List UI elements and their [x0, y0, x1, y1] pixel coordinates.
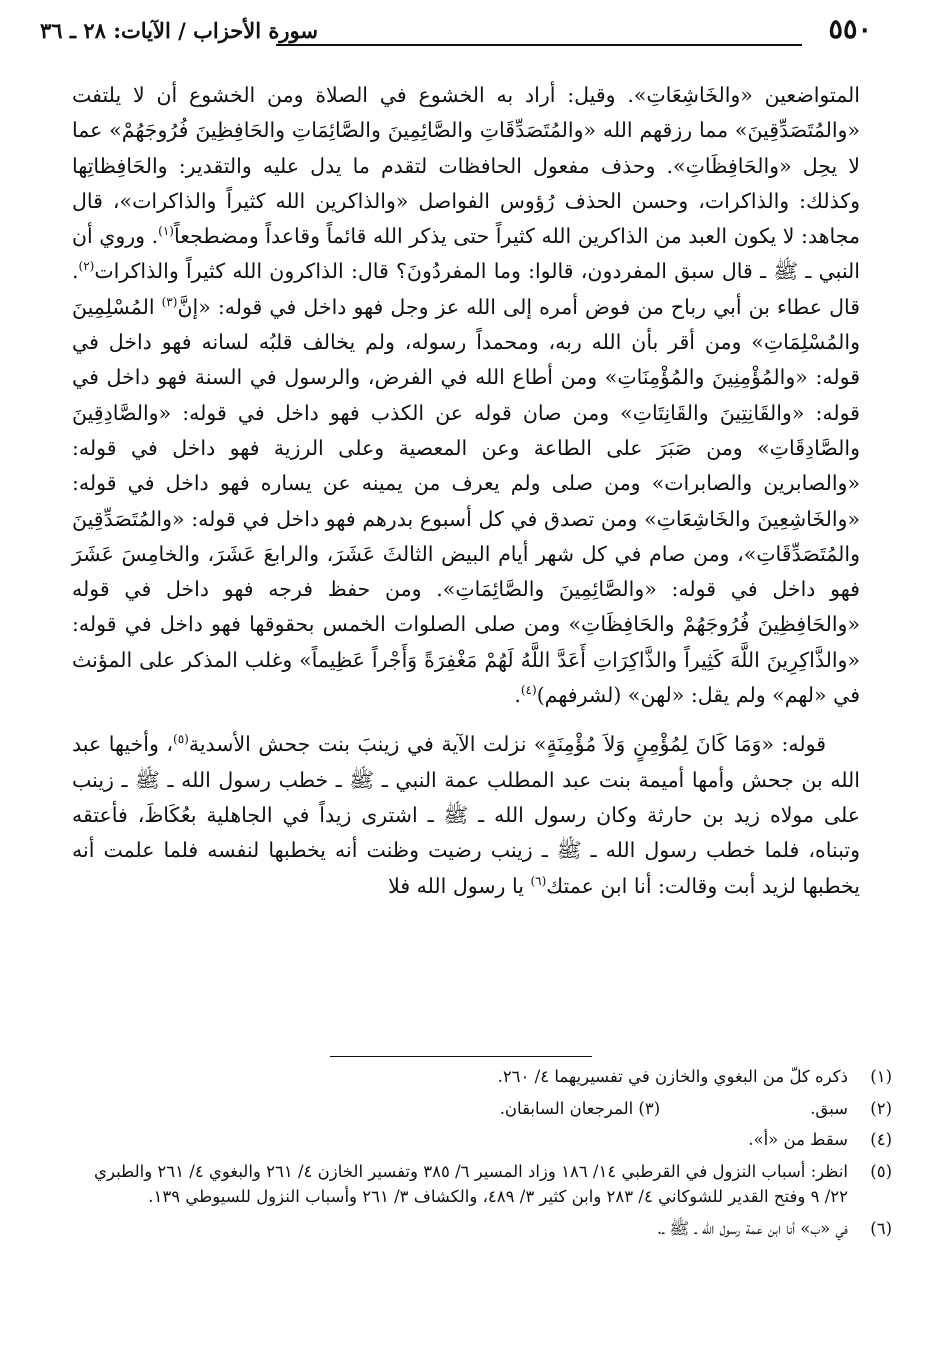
footnote: [72, 1216, 892, 1242]
footnote-ref[interactable]: (٣): [161, 294, 178, 309]
paragraph: المتواضعين «والخَاشِعَاتِ». وقيل: أراد به الخشوع في الصلاة ومن الخشوع أن لا يلتفت «والمُتَصَدِّقِينَ» مما رزقهم الله «والمُتَصَدِّقَاتِ والصَّائِمِينَ والصَّائِمَاتِ والحَافِظِينَ فُرُوجَهُمْ» عما لا يحِل «والحَافِظَاتِ». وحذف مفعول الحافظات لتقدم ما يدل عليه والتقدير: والحَافِظاتِها وكذلك: والذاكرات، وحسن الحذف رُؤوس الفواصل «والذاكرين الله كثيراً والذاكرات»، قال مجاهد: لا يكون العبد من الذاكرين الله كثيراً حتى يذكر الله قائماً وقاعداً ومضطجعاً$^{(١)}$. وروي أن النبي ـ ﷺ ـ قال سبق المفردون، قالوا: وما المفردُونَ؟ قال: الذاكرون الله كثيراً والذاكرات$^{(٢)}$. قال عطاء بن أبي رباح من فوض أمره إلى الله عز وجل فهو داخل في قوله: «إنَّ$^{(٣)}$ المُسْلِمِينَ والمُسْلِمَاتِ» ومن أقر بأن الله ربه، ومحمداً رسوله، ولم يخالف قلبُه لسانه فهو داخل في قوله: «والمُؤْمِنِينَ والمُؤْمِنَاتِ» ومن أطاع الله في الفرض، والرسول في السنة فهو داخل في قوله: «والقَانِتِينَ والقَانِتَاتِ» ومن صان قوله عن الكذب فهو داخل في قوله: «والصَّادِقِينَ والصَّادِقَاتِ» ومن صَبَرَ على الطاعة وعن المعصية وعلى الرزية فهو داخل في قوله: «والصابرين والصابرات» ومن صلى ولم يعرف من يمينه عن يساره فهو داخل في قوله: «والخَاشِعِينَ والخَاشِعَاتِ» ومن تصدق في كل أسبوع بدرهم فهو داخل في قوله: «والمُتَصَدِّقِينَ والمُتَصَدِّقَاتِ»، ومن صام في كل شهر أيام البيض الثالثَ عَشَرَ، والرابعَ عَشَرَ، والخامِسَ عَشَرَ فهو داخل في قوله: «والصَّائِمِينَ والصَّائِمَاتِ». ومن حفظ فرجه فهو داخل في قوله «والحَافِظِينَ فُرُوجَهُمْ والحَافِظَاتِ» ومن صلى الصلوات الخمس بحقوقها فهو داخل في قوله: «والذَّاكِرِينَ اللَّهَ كَثِيراً والذَّاكِرَاتِ أَعَدَّ اللَّهُ لَهُمْ مَغْفِرَةً وَأَجْراً عَظِيماً» وغلب المذكر على المؤنث في «لهم» ولم يقل: «لهن» (لشرفهم)$^{(٤)}$.: [72, 83, 861, 708]
footnote: [72, 1064, 892, 1090]
footnote: [72, 1127, 892, 1153]
footnote-number: (٤): [870, 1130, 892, 1149]
footnote-number: (١): [870, 1067, 892, 1086]
footnote-ref[interactable]: (٥): [173, 732, 189, 747]
footnote-ref[interactable]: (٤): [520, 683, 537, 698]
page-number: ٥٥٠: [828, 14, 872, 45]
header-rule: [276, 44, 802, 46]
footnotes: [72, 1064, 892, 1247]
footnote-number: (٥): [870, 1161, 892, 1181]
footnote-text: سقط من «أ».: [748, 1130, 848, 1149]
footnote-number: (٦): [870, 1218, 892, 1238]
footnote-text: انظر: أسباب النزول في القرطبي ١٤/ ١٨٦ وزاد المسير ٦/ ٣٨٥ وتفسير الخازن ٤/ ٢٦١ والبغوي ٤/ ٢٦١ والطبري ٢٢/ ٩ وفتح القدير للشوكاني ٤/ ٢٨٣ وابن كثير ٣/ ٤٨٩، والكشاف ٣/ ٢٦١ وأسباب النزول للسيوطي ١٣٩.: [94, 1161, 848, 1206]
running-title: سورة الأحزاب / الآيات: ٢٨ ـ ٣٦: [40, 18, 318, 43]
footnote-ref[interactable]: (١): [158, 224, 174, 239]
paragraph: قوله: «وَمَا كَانَ لِمُؤْمِنٍ وَلاَ مُؤْمِنَةٍ» نزلت الآية في زينبَ بنت جحش الأسدية$^{(٥)}$، وأخيها عبد الله بن جحش وأمها أميمة بنت عبد المطلب عمة النبي ـ ﷺ ـ خطب رسول الله ـ ﷺ ـ زينب على مولاه زيد بن حارثة وكان رسول الله ـ ﷺ ـ اشترى زيداً في الجاهلية بعُكَاظَ، فأعتقه وتبناه، فلما خطب رسول الله ـ ﷺ ـ زينب رضيت وظنت أنه يخطبها لنفسه فلما علمت أنه يخطبها لزيد أبت وقالت: أنا ابن عمتك$^{(٦)}$ يا رسول الله فلا: [72, 732, 860, 898]
footnote: [72, 1159, 892, 1210]
footnote-text: ذكره كلّ من البغوي والخازن في تفسيريهما ٤/ ٢٦٠.: [497, 1067, 848, 1086]
footnote: [72, 1096, 892, 1122]
footnote-ref[interactable]: (٦): [530, 873, 547, 888]
footnote-ref[interactable]: (٢): [78, 259, 95, 274]
footnote-text: في «ب» أنا ابن عمة رسول الله ـ ﷺ ـ.: [656, 1218, 848, 1238]
footnote-separator: [330, 1056, 592, 1057]
footnote-number: (٢): [870, 1098, 892, 1118]
footnote-text: (٣) المرجعان السابقان.: [499, 1098, 661, 1118]
main-text: [72, 78, 860, 904]
footnote-text: سبق.: [810, 1098, 848, 1118]
page-header: [40, 14, 872, 54]
